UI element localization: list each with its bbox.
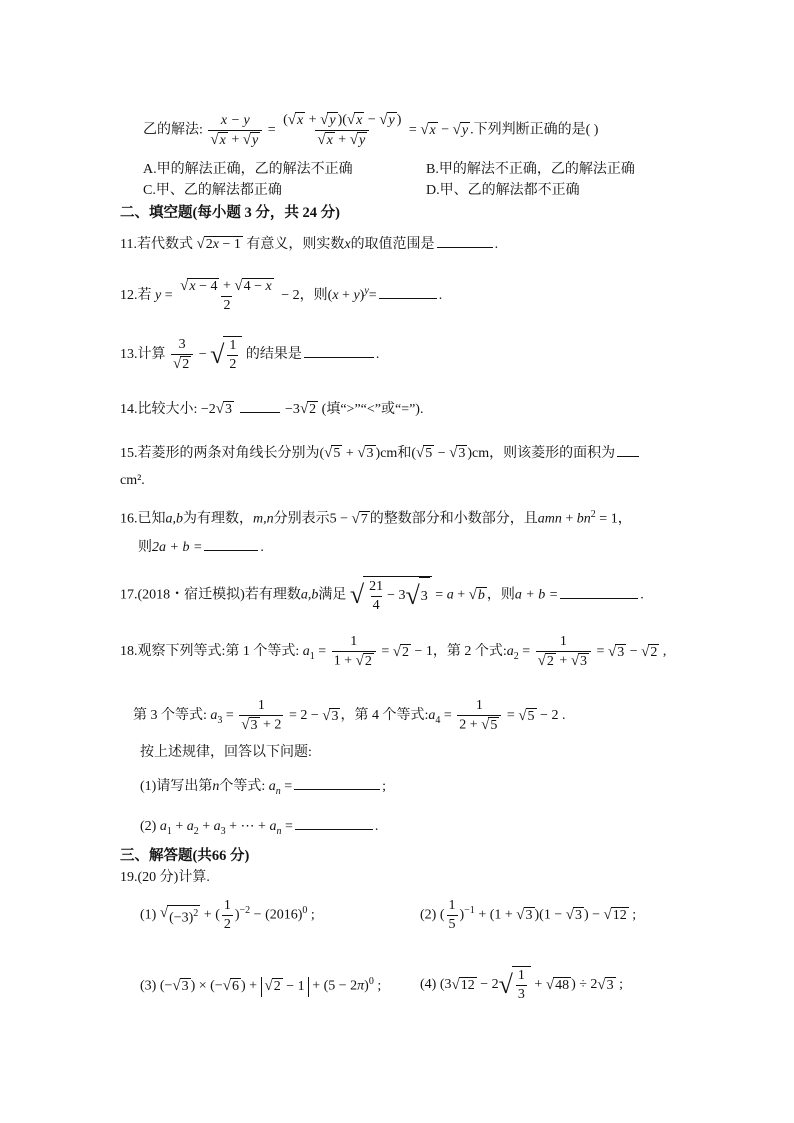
q15-answer-blank[interactable] xyxy=(617,442,639,457)
q14-pre: 14.比较大小: xyxy=(120,402,198,417)
q18-fourth: ，第 4 个等式: xyxy=(340,708,429,724)
q12-answer-blank[interactable] xyxy=(379,284,437,299)
q17-mid: 满足 xyxy=(318,587,347,603)
q12: 12.若 y = √ x − 4 + √ 4 − x 2 − 2，则$(x + y)^y=$ . xyxy=(120,278,443,313)
q16-line-2 xyxy=(138,536,264,558)
q16-line2-eq: 2a + b = xyxy=(152,540,203,555)
q12-pre: 12.若 xyxy=(120,288,152,304)
q11-var: x xyxy=(344,237,351,252)
q16-mid3: 的整数部分和小数部分，且 xyxy=(369,511,538,527)
q19-part-2: (2) ( $\frac{1}{5}$ )$^{-1}$ + (1 + √ 3 )(1 − √ 3 ) − √ 12 ; xyxy=(420,898,637,932)
q18-sub-2: (2) $a_1 + a_2 + a_3$ + ⋯ + $a_n$ = . xyxy=(140,815,378,842)
q18-sub2-answer-blank[interactable] xyxy=(295,815,373,830)
q16-mn: m,n xyxy=(253,511,274,527)
q15-line-2: cm². xyxy=(120,473,145,488)
q10-option-d: D.甲、乙的解法都不正确 xyxy=(426,183,580,198)
q17-end: . xyxy=(640,587,644,603)
q10-fraction-2: ( √ x + √ y )( √ x − √ y ) √ x + √ y xyxy=(283,112,402,148)
q15-pre: 15.若菱形的两条对角线长分别为 xyxy=(120,446,320,461)
q19-p3-label: (3) xyxy=(140,978,157,994)
q16-answer-blank[interactable] xyxy=(204,536,258,551)
q18-line-1: 18.观察下列等式:第 1 个等式: $a_1$ = 1 1 + √ 2 = √ 2 − 1，第 2 个式$:a_2$ = 1 √ 2 + √ 3 = √ 3 − √ 2 , xyxy=(120,634,667,669)
q11-end: . xyxy=(494,237,499,252)
q10-option-c: C.甲、乙的解法都正确 xyxy=(143,183,282,198)
q12-end: . xyxy=(438,288,443,304)
q17-answer-blank[interactable] xyxy=(560,584,638,599)
q10-option-a: A.甲的解法正确，乙的解法不正确 xyxy=(143,162,353,177)
q15-unit-1: cm和 xyxy=(380,446,412,461)
q19-p1-label: (1) xyxy=(140,907,157,923)
q14-answer-blank[interactable] xyxy=(240,398,280,413)
q16-pre: 16.已知 xyxy=(120,511,166,527)
q15-unit-2: cm，则该菱形的面积为 xyxy=(472,446,616,461)
q18-second: ，第 2 个式: xyxy=(432,644,507,660)
q17-post: ，则 xyxy=(486,587,515,603)
q13-answer-blank[interactable] xyxy=(304,343,374,358)
q14: 14.比较大小: −2 √ 3 −3 √ 2 (填“>”“<”或“=”). xyxy=(120,398,423,420)
q16-line2-pre: 则 xyxy=(138,540,152,555)
q13: 13.计算 3 √ 2 − √ $\frac{1}{2}$ 的结果是 . xyxy=(120,337,380,372)
q19-title: 19.(20 分)计算. xyxy=(120,870,210,885)
q18-sub1-n: n xyxy=(212,779,220,794)
q19-part-1: (1) √ $(-3)^2$ + ( $\frac{1}{2}$ )$^{-2} - (2016)^0$ ; xyxy=(140,898,315,932)
q13-end: . xyxy=(375,347,380,363)
q15: 15.若菱形的两条对角线长分别为( √ 5 + √ 3 )cm和( √ 5 − √ 3 )cm，则该菱形的面积为 xyxy=(120,442,641,464)
q17-ab: a,b xyxy=(300,587,319,603)
q11-pre: 11.若代数式 xyxy=(120,237,193,252)
q16-post: ， xyxy=(617,511,632,527)
q18-sub1: (1)请写出第 xyxy=(140,779,213,794)
q17-pre: 17.(2018・宿迁模拟)若有理数 xyxy=(120,587,301,603)
q17-eq: a + b = xyxy=(514,587,559,603)
q18-line-2: 第 3 个等式: $a_3$ = 1 √ 3 + 2 = 2 − √ 3 ，第 4 个等式$:a_4$ = 1 2 + √ 5 = √ 5 − 2 . xyxy=(133,698,566,733)
q16-ab: a,b xyxy=(165,511,183,527)
q19-part-3: (3) (− √ 3 ) × (− √ 6 ) + √ 2 − $1 + (5 - 2\pi)^0$ ; xyxy=(140,972,381,997)
q16-end: . xyxy=(260,540,264,555)
q10-fraction-1: x − y √ x + √ y xyxy=(208,113,262,149)
q18-sub1-post: 个等式: xyxy=(219,779,266,794)
section-2-title: 二、填空题(每小题 3 分，共 24 分) xyxy=(120,205,340,221)
q19-p4-label: (4) xyxy=(420,977,437,993)
q18-sub1-answer-blank[interactable] xyxy=(294,775,380,790)
q10-yi-label: 乙的解法: xyxy=(143,122,203,138)
q11: 11.若代数式 √ 2x − 1 有意义，则实数x的取值范围是 . xyxy=(120,233,498,255)
q16: 16.已知a,b为有理数，m,n分别表示5 − √ 7 的整数部分和小数部分，且amn + $bn^2 = 1$， xyxy=(120,509,632,527)
q11-post: 的取值范围是 xyxy=(350,237,435,252)
q18-pre: 18.观察下列等式:第 1 个等式: xyxy=(120,644,300,660)
q18-sub2: (2) xyxy=(140,819,157,834)
q10-question-tail: .下列判断正确的是( ) xyxy=(470,122,599,138)
q13-pre: 13.计算 xyxy=(120,347,166,363)
q18-rule: 按上述规律，回答以下问题: xyxy=(140,745,312,760)
q16-mid: 为有理数， xyxy=(183,511,253,527)
q10-yi-method: 乙的解法: x − y √ x + √ y = ( √ x + √ y )( √ x − √ y ) √ x + √ y = √ x − √ y .下列判断正确的是( ) xyxy=(143,112,599,148)
q17: 17.(2018・宿迁模拟)若有理数a,b满足 √ $\frac{21}{4}$ − 3 √ 3 = a + √ b ，则a + b = . xyxy=(120,576,644,615)
q13-post: 的结果是 xyxy=(245,347,302,363)
q11-answer-blank[interactable] xyxy=(437,233,493,248)
q11-mid: 有意义，则实数 xyxy=(246,237,345,252)
section-3-title: 三、解答题(共66 分) xyxy=(120,848,250,864)
q14-post: (填“>”“<”或“=”). xyxy=(321,402,424,417)
q18-sub-1: (1)请写出第n个等式: $a_n$ = ; xyxy=(140,775,386,802)
q12-post: = xyxy=(368,288,377,304)
q12-mid: ，则 xyxy=(299,288,328,304)
q16-mid2: 分别表示 xyxy=(273,511,330,527)
q19-part-4: (4) (3 √ 12 − 2 √ $\frac{1}{3}$ + √ 48 ) ÷ 2 √ 3 ; xyxy=(420,968,624,1002)
q19-p2-label: (2) xyxy=(420,907,437,923)
q10-option-b: B.甲的解法不正确，乙的解法正确 xyxy=(426,162,635,177)
q18-third: 第 3 个等式: xyxy=(133,708,207,724)
q12-fraction: √ x − 4 + √ 4 − x 2 xyxy=(180,278,272,313)
